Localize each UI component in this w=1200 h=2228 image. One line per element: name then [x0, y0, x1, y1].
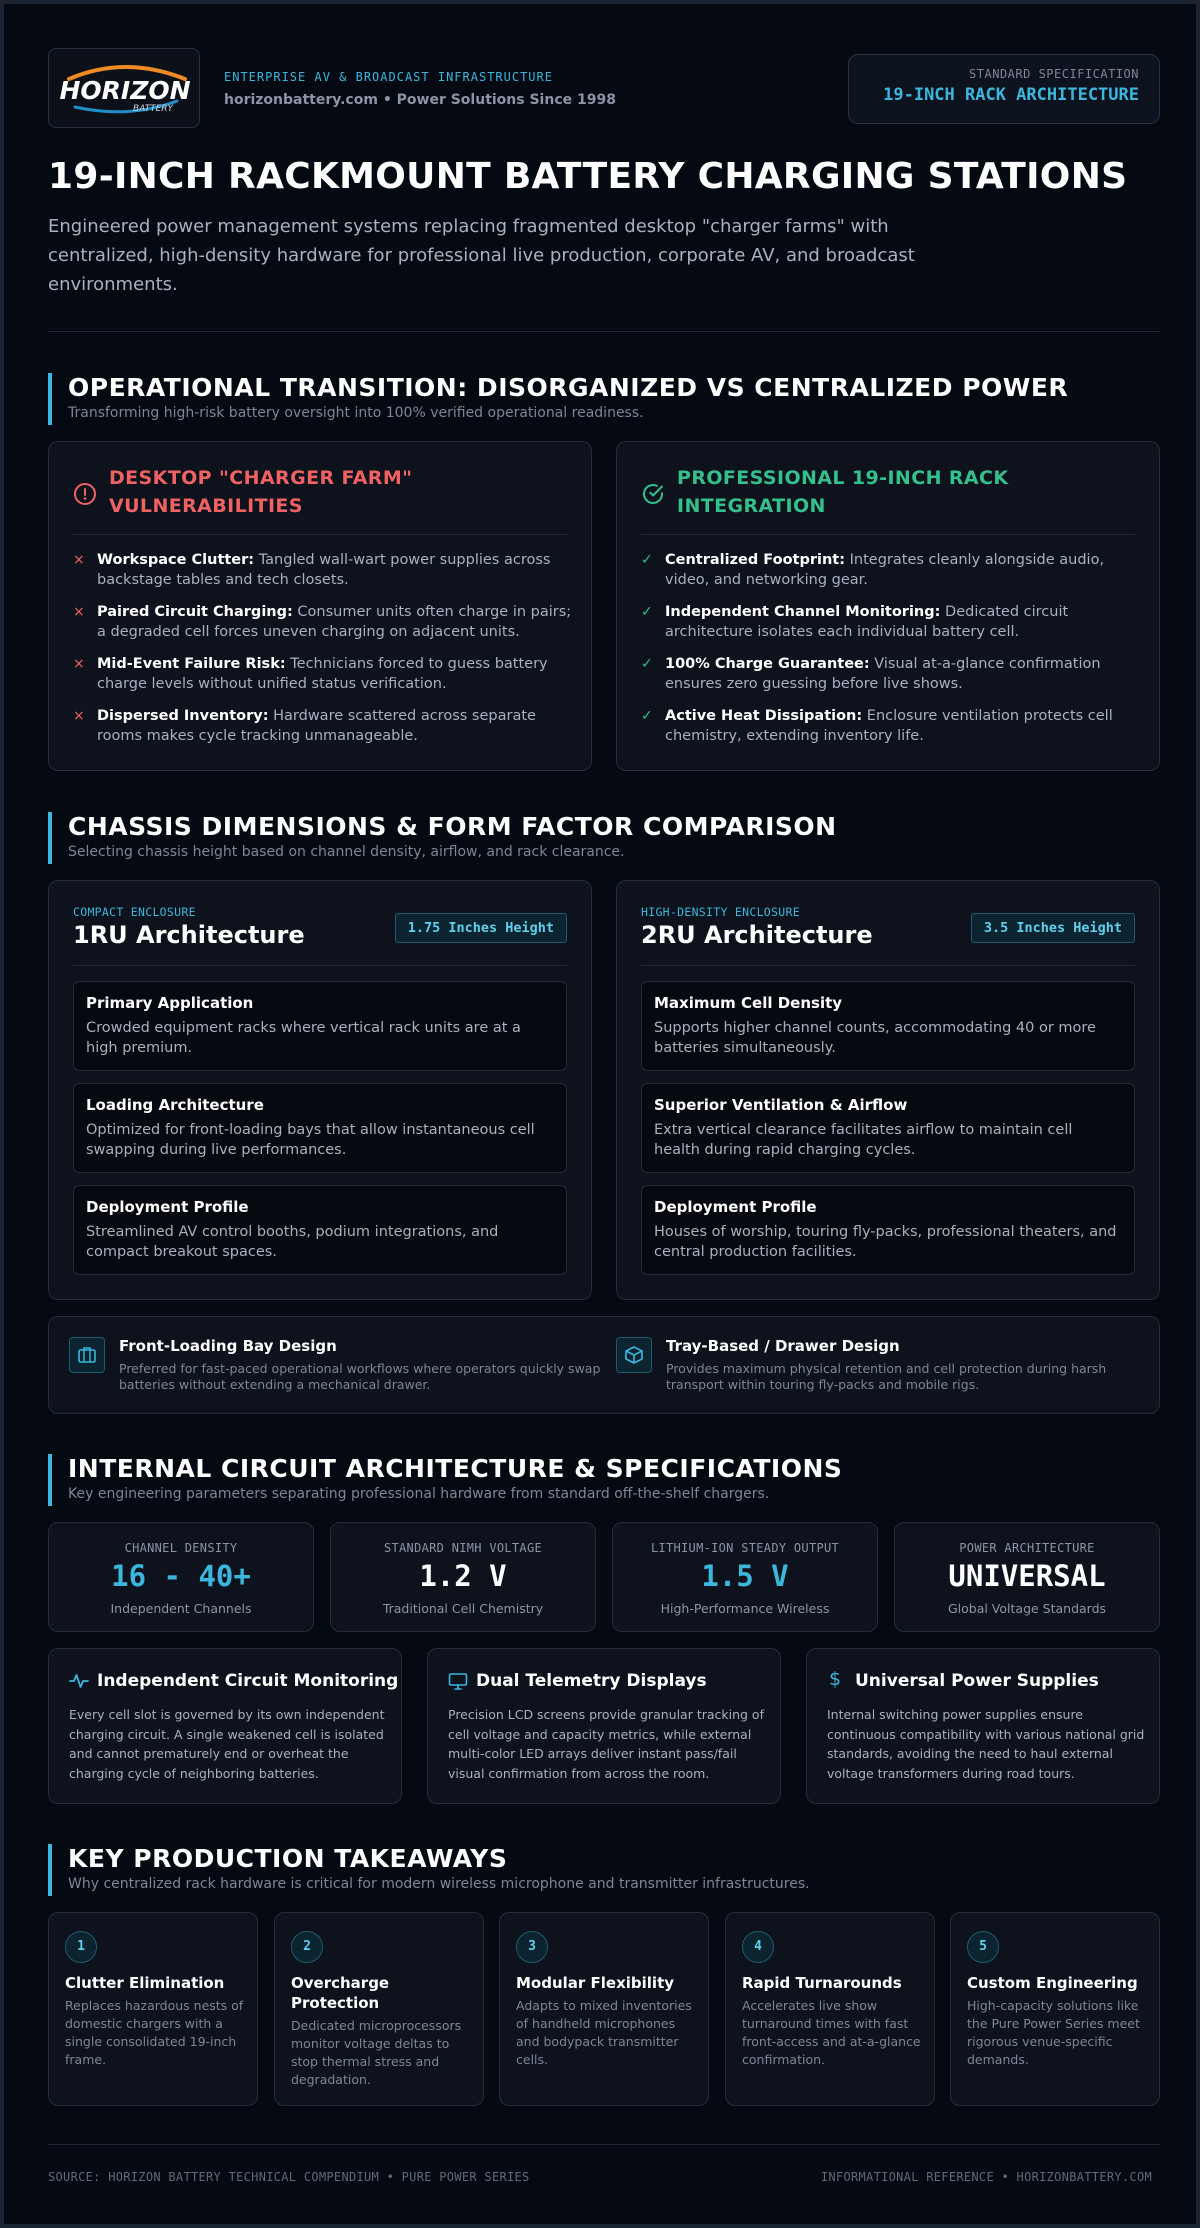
feature-box [73, 981, 567, 1071]
section-header-circuit [48, 1454, 1160, 1506]
header [48, 48, 1160, 128]
list-item: ✓ Active Heat Dissipation: Enclosure ventilation protects cell chemistry, extending inventory life. [641, 708, 1113, 744]
takeaway-text: Dedicated microprocessors monitor voltage deltas to stop thermal stress and degradation. [291, 2018, 462, 2087]
system-text: Precision LCD screens provide granular tracking of cell voltage and capacity metrics, while external multi-color LED arrays deliver instant pass/fail visual confirmation from across the room. [448, 1707, 764, 1781]
integration-title [677, 464, 1009, 520]
list-item: × Paired Circuit Charging: Consumer units often charge in pairs; a degraded cell forces uneven charging on adjacent units. [73, 604, 572, 640]
system-card-power [806, 1648, 1160, 1804]
chassis-1ru-card [48, 880, 592, 1300]
stat-label: LITHIUM-ION STEADY OUTPUT [650, 1541, 840, 1555]
brand-site-line: horizonbattery.com • Power Solutions Since 1998 [224, 92, 616, 108]
section-title: INTERNAL CIRCUIT ARCHITECTURE & SPECIFICATIONS [68, 1454, 843, 1483]
feature-title: Maximum Cell Density [654, 994, 843, 1012]
stat-caption: High-Performance Wireless [660, 1601, 830, 1616]
integration-card [616, 441, 1160, 771]
divider [73, 965, 567, 966]
feature-text: Supports higher channel counts, accommodating 40 or more batteries simultaneously. [654, 1020, 1096, 1056]
divider [641, 534, 1135, 535]
system-title: Dual Telemetry Displays [476, 1671, 707, 1691]
box-icon [616, 1337, 652, 1373]
feature-text: Houses of worship, touring fly-packs, professional theaters, and central production facilities. [654, 1224, 1117, 1260]
takeaway-text: Accelerates live show turnaround times with fast front-access and at-a-glance confirmation. [742, 1998, 921, 2067]
bay-design-strip [48, 1316, 1160, 1414]
arch-kicker: HIGH-DENSITY ENCLOSURE [641, 905, 800, 919]
brand-tagline: ENTERPRISE AV & BROADCAST INFRASTRUCTURE [224, 70, 553, 84]
check-circle-icon [641, 482, 665, 506]
check-mark-icon: ✓ [641, 604, 653, 620]
vulnerabilities-list [73, 550, 573, 758]
takeaway-card [48, 1912, 258, 2106]
divider [73, 534, 567, 535]
system-title: Universal Power Supplies [855, 1671, 1099, 1691]
stat-label: STANDARD NIMH VOLTAGE [383, 1541, 543, 1555]
alert-circle-icon [73, 482, 97, 506]
spec-label: STANDARD SPECIFICATION [969, 67, 1139, 81]
stat-card [48, 1522, 314, 1632]
section-subtitle: Transforming high-risk battery oversight into 100% verified operational readiness. [68, 405, 644, 421]
section-title: OPERATIONAL TRANSITION: DISORGANIZED VS CENTRALIZED POWER [68, 373, 1069, 402]
system-card-telemetry [427, 1648, 781, 1804]
stat-value: UNIVERSAL [948, 1559, 1106, 1593]
check-mark-icon: ✓ [641, 656, 653, 672]
stat-caption: Global Voltage Standards [947, 1601, 1107, 1616]
stat-caption: Independent Channels [110, 1601, 252, 1616]
svg-text:BATTERY: BATTERY [132, 104, 174, 114]
divider [641, 965, 1135, 966]
dollar-icon: $ [829, 1668, 842, 1690]
section-subtitle: Key engineering parameters separating professional hardware from standard off-the-shelf chargers. [68, 1486, 770, 1502]
bay-text: Preferred for fast-paced operational workflows where operators quickly swap batteries without extending a mechanical drawer. [119, 1361, 601, 1392]
height-badge: 1.75 Inches Height [395, 913, 567, 943]
vulnerabilities-heading [73, 464, 573, 534]
takeaway-title: Rapid Turnarounds [742, 1974, 902, 1992]
integration-list [641, 550, 1141, 758]
step-number: 3 [516, 1931, 548, 1963]
takeaway-text: Replaces hazardous nests of domestic chargers with a single consolidated 19-inch frame. [65, 1998, 244, 2067]
x-mark-icon: × [73, 708, 85, 724]
list-item: ✓ Independent Channel Monitoring: Dedicated circuit architecture isolates each individual battery cell. [641, 604, 1069, 640]
bay-title: Tray-Based / Drawer Design [666, 1337, 900, 1355]
section-header-chassis [48, 812, 1160, 864]
list-item: ✓ 100% Charge Guarantee: Visual at-a-glance confirmation ensures zero guessing before live shows. [641, 656, 1101, 692]
divider [48, 331, 1160, 332]
title-line-1: DESKTOP "CHARGER FARM" [109, 467, 413, 489]
arch-title: 2RU Architecture [641, 921, 873, 949]
section-title: KEY PRODUCTION TAKEAWAYS [68, 1844, 508, 1873]
check-mark-icon: ✓ [641, 708, 653, 724]
pulse-icon [69, 1671, 89, 1691]
list-item: ✓ Centralized Footprint: Integrates cleanly alongside audio, video, and networking gear. [641, 552, 1105, 588]
system-text: Internal switching power supplies ensure continuous compatibility with various national grid standards, avoiding the need to haul external voltage transformers during road tours. [827, 1707, 1145, 1781]
feature-text: Streamlined AV control booths, podium integrations, and compact breakout spaces. [86, 1224, 499, 1260]
stat-value: 1.2 V [419, 1559, 507, 1593]
takeaway-card [950, 1912, 1160, 2106]
section-subtitle: Why centralized rack hardware is critical for modern wireless microphone and transmitter infrastructures. [68, 1876, 810, 1892]
stat-label: CHANNEL DENSITY [124, 1541, 238, 1555]
spec-value: 19-INCH RACK ARCHITECTURE [883, 85, 1139, 105]
feature-title: Superior Ventilation & Airflow [654, 1096, 908, 1114]
stat-value: 1.5 V [701, 1559, 789, 1593]
arch-title: 1RU Architecture [73, 921, 305, 949]
feature-text: Optimized for front-loading bays that allow instantaneous cell swapping during live performances. [86, 1122, 535, 1158]
x-mark-icon: × [73, 604, 85, 620]
footer-source: SOURCE: HORIZON BATTERY TECHNICAL COMPENDIUM • PURE POWER SERIES [48, 2170, 530, 2184]
stat-caption: Traditional Cell Chemistry [382, 1601, 544, 1616]
feature-box [641, 981, 1135, 1071]
system-title: Independent Circuit Monitoring [97, 1671, 399, 1691]
step-number: 2 [291, 1931, 323, 1963]
section-header-takeaways [48, 1844, 1160, 1896]
takeaway-card [499, 1912, 709, 2106]
takeaway-card [274, 1912, 484, 2106]
feature-title: Primary Application [86, 994, 254, 1012]
takeaway-title: Modular Flexibility [516, 1974, 675, 1992]
takeaway-text: High-capacity solutions like the Pure Power Series meet rigorous venue-specific demands. [967, 1998, 1140, 2067]
stat-card [894, 1522, 1160, 1632]
brand-logo[interactable] [48, 48, 200, 128]
system-card-monitoring [48, 1648, 402, 1804]
bay-front-loading [69, 1337, 601, 1397]
divider [48, 2144, 1160, 2145]
chassis-2ru-card [616, 880, 1160, 1300]
takeaway-text: Adapts to mixed inventories of handheld microphones and bodypack transmitter cells. [516, 1998, 692, 2067]
stat-label: POWER ARCHITECTURE [959, 1541, 1095, 1555]
feature-title: Loading Architecture [86, 1096, 264, 1114]
spec-badge [848, 54, 1160, 124]
bay-tray-drawer [616, 1337, 1136, 1397]
stat-value: 16 - 40+ [111, 1559, 251, 1593]
bay-title: Front-Loading Bay Design [119, 1337, 337, 1355]
feature-box [73, 1185, 567, 1275]
section-subtitle: Selecting chassis height based on channel density, airflow, and rack clearance. [68, 844, 625, 860]
feature-box [641, 1185, 1135, 1275]
height-badge: 3.5 Inches Height [971, 913, 1135, 943]
takeaway-title: Overcharge Protection [291, 1974, 390, 2012]
section-header-transition [48, 373, 1160, 425]
vulnerabilities-title [109, 464, 412, 520]
step-number: 4 [742, 1931, 774, 1963]
monitor-icon [448, 1671, 468, 1691]
step-number: 1 [65, 1931, 97, 1963]
list-item: × Workspace Clutter: Tangled wall-wart power supplies across backstage tables and tech closets. [73, 552, 551, 588]
takeaway-title: Clutter Elimination [65, 1974, 225, 1992]
system-text: Every cell slot is governed by its own independent charging circuit. A single weakened cell is isolated and cannot prematurely end or overheat the charging cycle of neighboring batteries. [69, 1707, 385, 1781]
bay-text: Provides maximum physical retention and cell protection during harsh transport within touring fly-packs and mobile rigs. [666, 1361, 1107, 1392]
title-line-1: PROFESSIONAL 19-INCH RACK [677, 467, 1009, 489]
briefcase-icon [69, 1337, 105, 1373]
page-title: 19-INCH RACKMOUNT BATTERY CHARGING STATIONS [48, 156, 1128, 197]
feature-box [641, 1083, 1135, 1173]
page-intro: Engineered power management systems replacing fragmented desktop "charger farms" with centralized, high-density hardware for professional live production, corporate AV, and broadcast environments. [48, 216, 915, 295]
feature-title: Deployment Profile [86, 1198, 249, 1216]
title-line-2: INTEGRATION [677, 495, 826, 517]
footer-reference[interactable]: INFORMATIONAL REFERENCE • HORIZONBATTERY.COM [820, 2170, 1152, 2184]
list-item: × Mid-Event Failure Risk: Technicians forced to guess battery charge levels without unified status verification. [73, 656, 548, 692]
section-title: CHASSIS DIMENSIONS & FORM FACTOR COMPARISON [68, 812, 837, 841]
vulnerabilities-card [48, 441, 592, 771]
integration-heading [641, 464, 1141, 534]
feature-box [73, 1083, 567, 1173]
feature-text: Extra vertical clearance facilitates airflow to maintain cell health during rapid charging cycles. [654, 1122, 1073, 1158]
x-mark-icon: × [73, 552, 85, 568]
list-item: × Dispersed Inventory: Hardware scattered across separate rooms makes cycle tracking unmanageable. [73, 708, 536, 744]
svg-text:HORIZON: HORIZON [59, 76, 191, 105]
title-line-2: VULNERABILITIES [109, 495, 303, 517]
x-mark-icon: × [73, 656, 85, 672]
stat-card [612, 1522, 878, 1632]
takeaway-title: Custom Engineering [967, 1974, 1138, 1992]
takeaway-card [725, 1912, 935, 2106]
arch-kicker: COMPACT ENCLOSURE [73, 905, 196, 919]
stat-card [330, 1522, 596, 1632]
step-number: 5 [967, 1931, 999, 1963]
brand-text [224, 70, 616, 108]
feature-text: Crowded equipment racks where vertical rack units are at a high premium. [86, 1020, 521, 1056]
check-mark-icon: ✓ [641, 552, 653, 568]
feature-title: Deployment Profile [654, 1198, 817, 1216]
